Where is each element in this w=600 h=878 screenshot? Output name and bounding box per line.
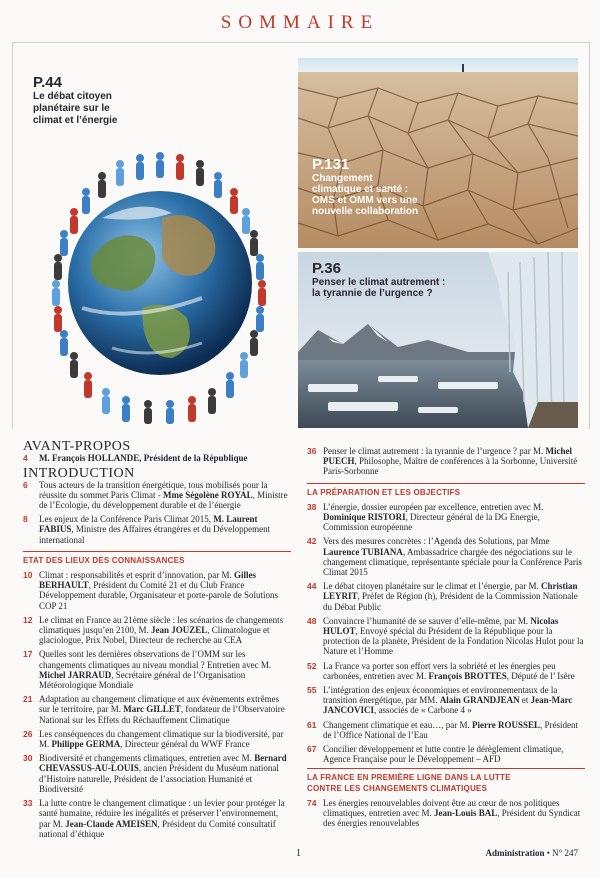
toc-text-part: , Directeur général du WWF France <box>120 739 250 750</box>
toc-text <box>323 446 585 477</box>
toc-entry[interactable] <box>23 570 291 611</box>
avant-propos-heading: AVANT-PROPOS <box>23 439 131 454</box>
toc-page-number: 52 <box>307 660 317 671</box>
toc-page-number: 17 <box>23 649 33 660</box>
photo1-caption-line: Changement <box>312 173 373 184</box>
toc-page-number: 38 <box>307 501 317 512</box>
photo1-caption-line: nouvelle collaboration <box>312 206 419 217</box>
toc-page-number: 6 <box>23 479 28 490</box>
toc-entry[interactable] <box>23 514 291 545</box>
toc-page-number: 74 <box>307 797 317 808</box>
toc-page-number: 30 <box>23 753 33 764</box>
toc-page-number: 26 <box>23 728 33 739</box>
toc-page-number: 36 <box>307 446 317 456</box>
toc-text-part: Penser le climat autrement : la tyrannie de l’urgence ? par M. <box>323 446 546 456</box>
toc-page-number: 55 <box>307 685 317 696</box>
photo2-caption <box>312 260 445 299</box>
toc-text <box>39 729 291 749</box>
photo2-caption-line: la tyrannie de l’urgence ? <box>312 288 433 299</box>
page-title: SOMMAIRE <box>220 12 380 33</box>
toc-entry[interactable] <box>307 446 585 477</box>
toc-entry[interactable] <box>307 616 585 657</box>
toc-text-part: , Président du Syndicat des énergies renouvelables <box>323 808 581 829</box>
toc-text <box>323 744 585 764</box>
toc-text: M. François HOLLANDE, Président de la République <box>39 453 248 464</box>
hero-caption-line: planétaire sur le <box>33 103 110 114</box>
toc-page-number: 8 <box>23 514 28 525</box>
toc-text-part: , Ministre des Affaires étrangères et du Développement international <box>39 524 271 545</box>
toc-entry[interactable] <box>307 661 585 681</box>
toc-text <box>323 685 585 716</box>
toc-author: François BROTTES <box>428 670 507 681</box>
section-divider <box>23 551 291 552</box>
toc-text-part: Vers des mesures concrètes : l’Agenda des Solutions, par Mme <box>323 536 550 547</box>
toc-text <box>323 536 585 577</box>
toc-author: Jean-Claude AMEISEN <box>65 818 158 829</box>
photo1-caption-line: climatique et santé : <box>312 184 409 195</box>
toc-text-part: La France va porter son effort vers la sobriété et les énergies peu carbonées, entretien avec M. <box>323 660 556 681</box>
toc-page-number: 10 <box>23 570 33 581</box>
toc-text-part: , Député de l’ Isère <box>506 670 575 681</box>
toc-author: Gilles BERHAULT <box>39 570 256 591</box>
toc-entry[interactable] <box>23 729 291 749</box>
toc-text-part: Quelles sont les dernières observations de l’OMM sur les changements climatiques au niveau mondial ? Entretien avec M. <box>39 649 272 670</box>
toc-entry[interactable] <box>307 536 585 577</box>
toc-author: Pierre ROUSSEL <box>471 719 541 730</box>
toc-text-part: Concilier développement et lutte contre le dérèglement climatique, Agence Française pour le Développement – AFD <box>323 744 564 765</box>
toc-author: Jean JOUZEL <box>151 625 208 636</box>
toc-entry[interactable] <box>307 720 585 740</box>
toc-text <box>39 480 291 511</box>
toc-text-part: , Ministre de l’Ecologie, du développement durable et de l’énergie <box>39 489 288 511</box>
footer-issue: • N° 247 <box>546 848 578 858</box>
toc-text-part: Adaptation au changement climatique et aux évènements extrêmes sur le territoire, par M. <box>39 694 280 715</box>
right-column <box>307 446 585 833</box>
toc-author: Michel PUECH <box>323 446 572 467</box>
toc-text <box>39 798 291 839</box>
toc-entry[interactable] <box>23 694 291 725</box>
toc-page-number: 48 <box>307 615 317 626</box>
toc-entry[interactable] <box>23 615 291 646</box>
toc-text-part: Les énergies renouvelables doivent être au cœur de nos politiques climatiques, entretien avec M. <box>323 797 560 819</box>
toc-entry[interactable] <box>23 453 291 463</box>
toc-text-part: , Philosophe, Maître de conférences à la Sorbonne, Université Paris-Sorbonne <box>323 456 578 477</box>
toc-text-part: Changement climatique et eau…, par M. <box>323 719 472 730</box>
toc-page-number: 44 <box>307 581 317 592</box>
photo1-caption <box>312 156 418 217</box>
toc-author: Dominique RISTORI <box>323 512 406 523</box>
toc-text-part: Le débat citoyen planétaire sur le climat et l’énergie, par M. <box>323 581 541 592</box>
toc-author: M. Laurent FABIUS <box>39 514 258 535</box>
toc-text <box>323 581 585 612</box>
toc-text-part: L’intégration des enjeux économiques et environnementaux de la transition énergétique, par MM. <box>323 685 558 706</box>
toc-page-number: 61 <box>307 719 317 730</box>
toc-text-part: Climat : responsabilités et esprit d’innovation, par M. <box>39 570 234 581</box>
toc-entry[interactable] <box>307 581 585 612</box>
toc-text-part: Convaincre l’humanité de se sauver d’elle-même, par M. <box>323 615 531 626</box>
footer-page-number: 1 <box>296 848 301 859</box>
left-column <box>23 439 291 843</box>
photo2-page-number: P.36 <box>312 260 341 277</box>
prep-heading: LA PRÉPARATION ET LES OBJECTIFS <box>307 487 461 497</box>
toc-entry[interactable] <box>307 502 585 533</box>
toc-text-part: La lutte contre le changement climatique : un levier pour protéger la santé humaine, réduire les inégalités et préserver l’environnement, par M. <box>39 798 285 829</box>
hero-page-number: P.44 <box>33 74 62 91</box>
toc-text-part: , Président de l’Office National de l’Eau <box>323 719 579 740</box>
toc-text-part: , associés de « Carbone 4 » <box>374 705 472 716</box>
photo2-caption-line: Penser le climat autrement : <box>312 277 446 288</box>
toc-text <box>39 615 291 646</box>
toc-text <box>39 514 291 545</box>
toc-author: Jean-Louis BAL <box>433 808 498 819</box>
toc-author: Alain GRANDJEAN <box>439 695 520 706</box>
toc-text-part: , Climatologue et glaciologue, Prix Nobel, Directeur de recherche au CEA <box>39 625 270 646</box>
toc-text-part: Le climat en France au 21ème siècle : les scénarios de changements climatiques jusqu’en 2100, M. <box>39 614 284 636</box>
toc-text-part: Biodiversité et changements climatiques, entretien avec M. <box>39 753 255 764</box>
photo1-page-number: P.131 <box>312 156 350 173</box>
france-heading-line1: LA FRANCE EN PREMIÈRE LIGNE DANS LA LUTTE <box>307 773 511 783</box>
toc-text-part: , Envoyé spécial du Président de la République pour la protection de la planète, Président de la Fondation Nicolas Hulot pour la Nature et l’Homme <box>323 626 584 657</box>
hero-caption <box>33 74 117 127</box>
toc-author: Bernard CHEVASSUS-AU-LOUIS <box>39 753 287 774</box>
toc-text-part: Les enjeux de la Conférence Paris Climat 2015, <box>39 514 214 525</box>
toc-author: Laurence TUBIANA <box>323 546 403 557</box>
toc-text <box>39 649 291 690</box>
toc-entry[interactable] <box>23 480 291 511</box>
toc-page-number: 4 <box>23 453 28 464</box>
toc-text-part: , ancien Président du Muséum national d’Histoire naturelle, Président de l’association Humanité et Biodiversité <box>39 763 279 794</box>
toc-text <box>323 502 585 533</box>
toc-entry[interactable] <box>307 744 585 764</box>
toc-entry[interactable] <box>307 798 585 829</box>
toc-entry[interactable] <box>23 798 291 839</box>
toc-author: Nicolas HULOT <box>323 615 559 637</box>
toc-text <box>323 661 585 681</box>
toc-text-part: , Préfet de Région (h), Président de la Commission Nationale du Débat Public <box>323 591 578 612</box>
toc-text <box>39 570 291 611</box>
photo1-caption-line: OMS et OMM vers une <box>312 195 418 206</box>
toc-page-number: 42 <box>307 536 317 547</box>
toc-text-part: L’énergie, dossier européen par excellence, entretien avec M. <box>323 501 544 512</box>
toc-author: Marc GILLET <box>123 704 181 715</box>
toc-entry[interactable] <box>23 649 291 690</box>
section-divider <box>307 483 585 484</box>
toc-entry[interactable] <box>23 753 291 794</box>
toc-text-part: et <box>519 695 531 706</box>
toc-text-part: , Directeur général de la DG Energie, Commission européenne <box>323 512 540 533</box>
toc-text-part: Les conséquences du changement climatique sur la biodiversité, par M. <box>39 728 284 750</box>
footer-publication-name: Administration <box>485 848 545 858</box>
toc-text <box>323 720 585 740</box>
etat-heading: ETAT DES LIEUX DES CONNAISSANCES <box>23 555 185 565</box>
toc-entry[interactable] <box>307 685 585 716</box>
toc-page-number: 67 <box>307 744 317 755</box>
toc-page-number: 21 <box>23 694 33 705</box>
toc-text-part: , Ambassadrice chargée des négociations sur le changement climatique, représentante spéciale pour la Conférence Paris Climat 2015 <box>323 546 582 578</box>
toc-author: Christian LEYRIT <box>323 581 578 602</box>
toc-text-part: Tous acteurs de la transition énergétique, tous mobilisés pour la réussite du sommet Paris Climat - <box>39 479 268 500</box>
toc-page-number: 33 <box>23 798 33 809</box>
toc-text <box>39 753 291 794</box>
toc-page-number: 12 <box>23 614 33 625</box>
toc-text <box>323 616 585 657</box>
toc-text-part: , fondateur de l’Observatoire National sur les Effets du Réchauffement Climatique <box>39 704 285 725</box>
hero-caption-line: Le débat citoyen <box>33 91 112 102</box>
toc-text-part: , Président du Comité consultatif national d’éthique <box>39 818 276 839</box>
toc-text-part: , Secrétaire général de l’Organisation Météorologique Mondiale <box>39 669 246 691</box>
introduction-heading: INTRODUCTION <box>23 466 135 482</box>
cracked-earth-photo <box>298 58 578 248</box>
toc-author: Jean-Marc JANCOVICI <box>323 695 573 716</box>
toc-author: Philippe GERMA <box>51 739 121 750</box>
section-divider <box>307 768 585 769</box>
hero-caption-line: climat et l’énergie <box>33 115 118 126</box>
toc-text <box>39 694 291 725</box>
france-heading-line2: CONTRE LES CHANGEMENTS CLIMATIQUES <box>307 783 487 793</box>
toc-author: Michel JARRAUD <box>39 669 112 680</box>
toc-text <box>323 798 585 829</box>
toc-author: Mme Ségolène ROYAL <box>163 489 253 500</box>
toc-text-part: , Président du Comité 21 et du Club France Développement durable, Organisateur et porte-parole de Solutions COP 21 <box>39 580 279 611</box>
footer-publication <box>485 848 578 858</box>
